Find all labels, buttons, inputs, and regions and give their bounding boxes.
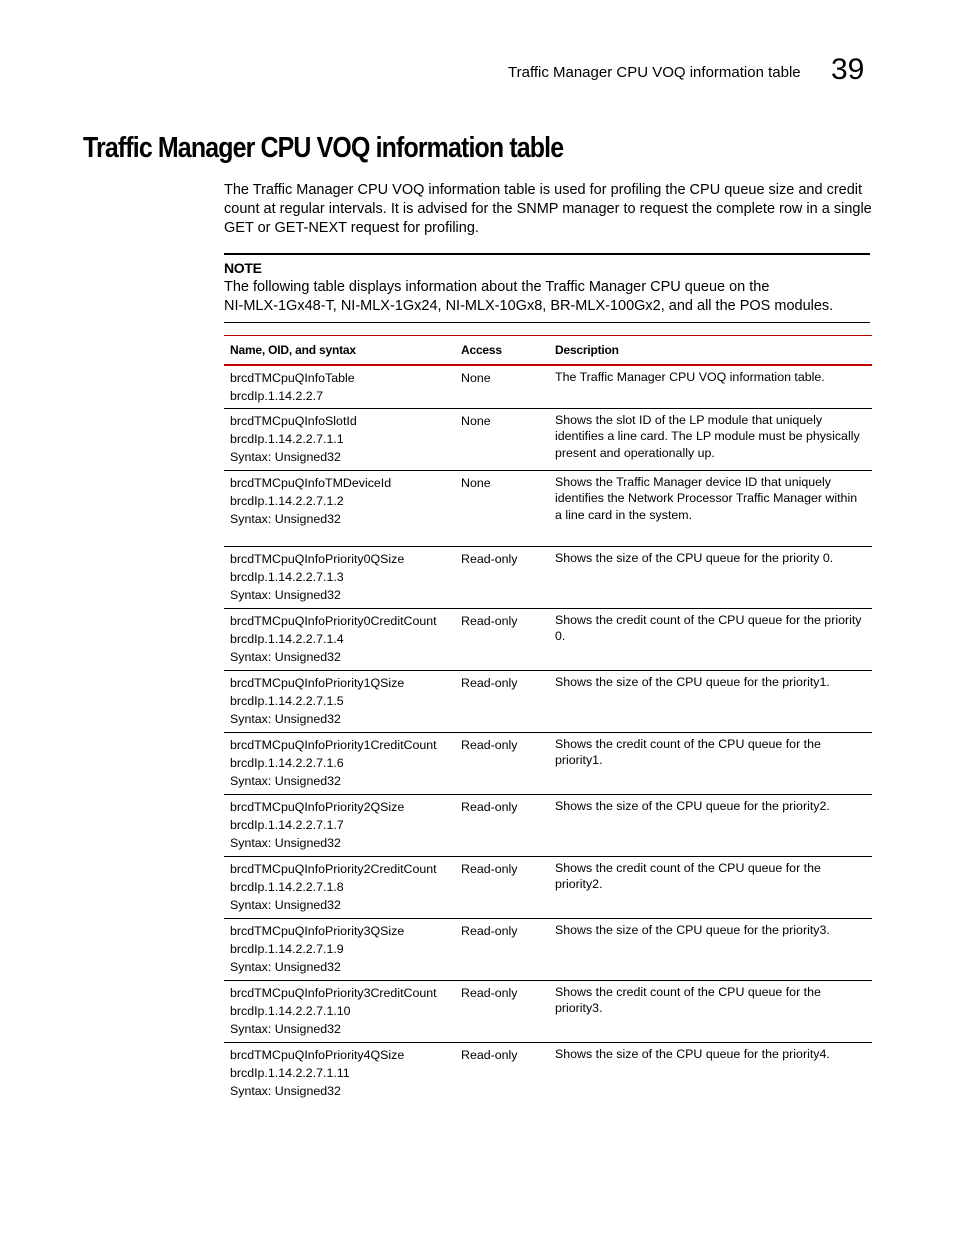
cell-name-oid-syntax xyxy=(224,470,455,546)
object-name: brcdTMCpuQInfoPriority4QSize xyxy=(230,1047,405,1062)
note-text-line-1: The following table displays information about the Traffic Manager CPU queue on the xyxy=(224,279,770,295)
object-name: brcdTMCpuQInfoPriority1QSize xyxy=(230,675,405,690)
cell-name-oid-syntax xyxy=(224,1042,455,1104)
cell-access: Read-only xyxy=(461,1047,518,1062)
cell-access: Read-only xyxy=(455,856,549,918)
cell-name-oid-syntax xyxy=(224,794,455,856)
cell-description: The Traffic Manager CPU VOQ information table. xyxy=(549,365,872,408)
column-header-access: Access xyxy=(455,336,549,366)
object-oid: brcdIp.1.14.2.2.7.1.3 xyxy=(230,569,344,584)
object-oid: brcdIp.1.14.2.2.7.1.9 xyxy=(230,941,344,956)
cell-name-oid-syntax xyxy=(224,365,455,408)
table-row xyxy=(224,856,872,918)
object-syntax: Syntax: Unsigned32 xyxy=(230,835,341,850)
object-oid: brcdIp.1.14.2.2.7.1.6 xyxy=(230,755,344,770)
object-syntax: Syntax: Unsigned32 xyxy=(230,449,341,464)
cell-description: Shows the size of the CPU queue for the priority2. xyxy=(549,794,872,856)
cell-access: Read-only xyxy=(455,732,549,794)
cell-description: Shows the credit count of the CPU queue for the priority3. xyxy=(549,980,872,1042)
object-oid: brcdIp.1.14.2.2.7.1.11 xyxy=(230,1065,350,1080)
object-name: brcdTMCpuQInfoPriority0CreditCount xyxy=(230,613,437,628)
cell-description: Shows the credit count of the CPU queue for the priority2. xyxy=(549,856,872,918)
table-row xyxy=(224,980,872,1042)
object-oid: brcdIp.1.14.2.2.7.1.4 xyxy=(230,631,344,646)
object-oid: brcdIp.1.14.2.2.7.1.10 xyxy=(230,1003,351,1018)
object-name: brcdTMCpuQInfoPriority3CreditCount xyxy=(230,985,437,1000)
cell-name-oid-syntax xyxy=(224,918,455,980)
table-row xyxy=(224,1042,872,1104)
object-syntax: Syntax: Unsigned32 xyxy=(230,773,341,788)
cell-description: Shows the credit count of the CPU queue for the priority 0. xyxy=(549,608,872,670)
object-syntax: Syntax: Unsigned32 xyxy=(230,897,341,912)
cell-name-oid-syntax xyxy=(224,670,455,732)
object-name: brcdTMCpuQInfoTable xyxy=(230,371,355,385)
table-row xyxy=(224,408,872,470)
object-syntax: Syntax: Unsigned32 xyxy=(230,587,341,602)
object-syntax: Syntax: Unsigned32 xyxy=(230,1021,341,1036)
note-label: NOTE xyxy=(224,260,262,276)
cell-description: Shows the size of the CPU queue for the priority 0. xyxy=(549,546,872,608)
object-name: brcdTMCpuQInfoTMDeviceId xyxy=(230,475,392,490)
cell-access: None xyxy=(455,365,549,408)
table-row xyxy=(224,732,872,794)
cell-description: Shows the size of the CPU queue for the priority3. xyxy=(549,918,872,980)
table-row xyxy=(224,470,872,546)
object-oid: brcdIp.1.14.2.2.7 xyxy=(230,389,323,403)
cell-description: Shows the slot ID of the LP module that uniquely identifies a line card. The LP module must be physically present and operationally up. xyxy=(549,408,872,470)
object-oid: brcdIp.1.14.2.2.7.1.1 xyxy=(230,431,344,446)
cell-name-oid-syntax xyxy=(224,546,455,608)
cell-description: Shows the size of the CPU queue for the priority4. xyxy=(555,1046,830,1061)
object-name: brcdTMCpuQInfoSlotId xyxy=(230,413,357,428)
table-header-row xyxy=(224,336,872,366)
column-header-name: Name, OID, and syntax xyxy=(224,336,455,366)
object-syntax: Syntax: Unsigned32 xyxy=(230,711,341,726)
object-syntax: Syntax: Unsigned32 xyxy=(230,1083,341,1098)
cell-name-oid-syntax xyxy=(224,856,455,918)
table-row xyxy=(224,794,872,856)
table-row xyxy=(224,365,872,408)
running-header-title: Traffic Manager CPU VOQ information table xyxy=(508,64,801,81)
cell-access: None xyxy=(455,470,549,546)
object-oid: brcdIp.1.14.2.2.7.1.5 xyxy=(230,693,344,708)
table-row xyxy=(224,608,872,670)
object-name: brcdTMCpuQInfoPriority0QSize xyxy=(230,551,405,566)
object-name: brcdTMCpuQInfoPriority2QSize xyxy=(230,799,405,814)
mib-object-table xyxy=(224,335,872,1104)
intro-paragraph: The Traffic Manager CPU VOQ information table is used for profiling the CPU queue size and credit count at regular intervals. It is advised for the SNMP manager to request the complete row in a single GET or GET-NEXT request for profiling. xyxy=(224,182,872,236)
cell-description: Shows the credit count of the CPU queue for the priority1. xyxy=(549,732,872,794)
cell-access: Read-only xyxy=(455,980,549,1042)
object-syntax: Syntax: Unsigned32 xyxy=(230,959,341,974)
object-name: brcdTMCpuQInfoPriority3QSize xyxy=(230,923,405,938)
object-syntax: Syntax: Unsigned32 xyxy=(230,511,341,526)
table-row xyxy=(224,918,872,980)
cell-access: Read-only xyxy=(455,670,549,732)
note-text-line-2: NI-MLX-1Gx48-T, NI-MLX-1Gx24, NI-MLX-10Gx8, BR-MLX-100Gx2, and all the POS modules. xyxy=(224,298,834,314)
table-row xyxy=(224,670,872,732)
object-oid: brcdIp.1.14.2.2.7.1.8 xyxy=(230,879,344,894)
page-title: Traffic Manager CPU VOQ information table xyxy=(83,132,564,164)
cell-access: Read-only xyxy=(455,794,549,856)
cell-access: Read-only xyxy=(455,608,549,670)
object-name: brcdTMCpuQInfoPriority1CreditCount xyxy=(230,737,437,752)
cell-name-oid-syntax xyxy=(224,980,455,1042)
cell-access: Read-only xyxy=(455,546,549,608)
cell-name-oid-syntax xyxy=(224,608,455,670)
cell-name-oid-syntax xyxy=(224,732,455,794)
cell-access: None xyxy=(455,408,549,470)
column-header-description: Description xyxy=(549,336,872,366)
note-box xyxy=(224,253,870,323)
table-row xyxy=(224,546,872,608)
object-oid: brcdIp.1.14.2.2.7.1.2 xyxy=(230,493,344,508)
object-oid: brcdIp.1.14.2.2.7.1.7 xyxy=(230,817,344,832)
chapter-number: 39 xyxy=(831,53,865,86)
cell-description: Shows the Traffic Manager device ID that uniquely identifies the Network Processor Traffic Manager within a line card in the system. xyxy=(549,470,872,546)
cell-description: Shows the size of the CPU queue for the priority1. xyxy=(549,670,872,732)
cell-name-oid-syntax xyxy=(224,408,455,470)
object-name: brcdTMCpuQInfoPriority2CreditCount xyxy=(230,861,437,876)
object-syntax: Syntax: Unsigned32 xyxy=(230,649,341,664)
cell-access: Read-only xyxy=(455,918,549,980)
